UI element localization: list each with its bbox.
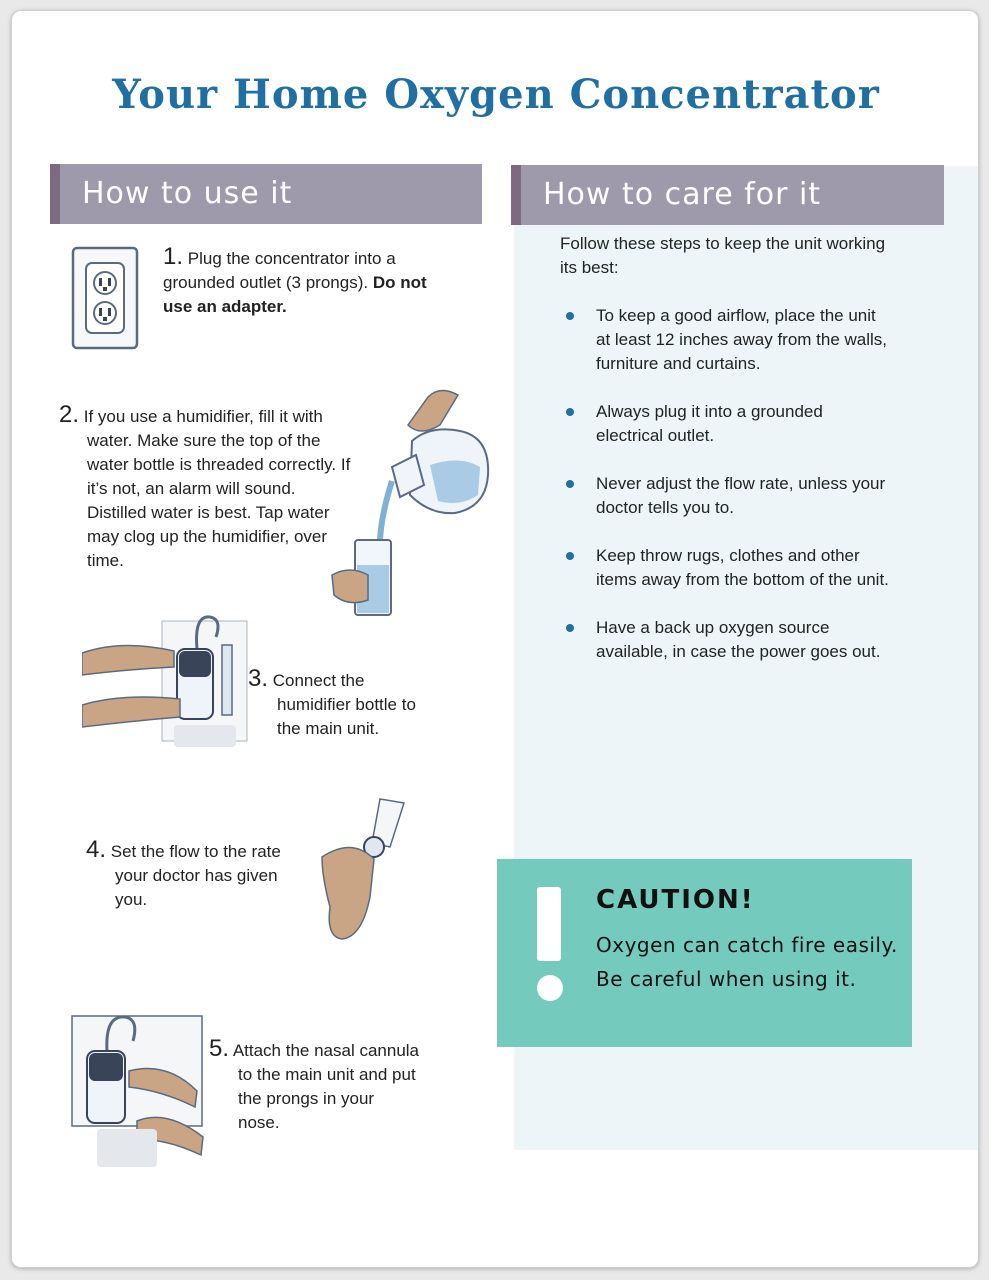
nasal-cannula-illustration	[67, 1011, 207, 1171]
care-item-text: Have a back up oxygen source available, in case the power goes out.	[596, 618, 881, 661]
bullet-icon	[566, 624, 574, 632]
step-2-number: 2.	[59, 401, 80, 428]
humidifier-connect-illustration	[82, 609, 252, 754]
care-item-text: Never adjust the flow rate, unless your doctor tells you to.	[596, 474, 886, 517]
step-5	[209, 1037, 419, 1135]
outlet-illustration	[70, 245, 140, 351]
care-section-header: How to care for it	[511, 165, 944, 225]
exclamation-icon	[537, 887, 561, 961]
use-section-header: How to use it	[50, 164, 482, 224]
flow-knob-illustration	[312, 797, 412, 942]
step-1-warning: Do not use an adapter.	[163, 273, 427, 316]
step-2	[59, 403, 359, 573]
bullet-icon	[566, 408, 574, 416]
list-item	[564, 400, 894, 448]
step-5-text: Attach the nasal cannula to the main unit and put the prongs in your nose.	[232, 1041, 419, 1132]
caution-title: CAUTION!	[596, 885, 755, 915]
step-4-text: Set the flow to the rate your doctor has given you.	[110, 842, 281, 909]
page	[11, 10, 979, 1268]
list-item	[564, 544, 894, 592]
bullet-icon	[566, 480, 574, 488]
step-2-text: If you use a humidifier, fill it with water. Make sure the top of the water bottle is threaded correctly. If it’s not, an alarm will sound. Distilled water is best. Tap water may clog up the humidifier, over time.	[83, 407, 351, 570]
list-item	[564, 616, 894, 664]
care-item-text: Always plug it into a grounded electrical outlet.	[596, 402, 823, 445]
step-5-number: 5.	[209, 1035, 230, 1062]
care-list	[564, 304, 894, 688]
care-item-text: Keep throw rugs, clothes and other items away from the bottom of the unit.	[596, 546, 889, 589]
step-1-text: Plug the concentrator into a grounded outlet (3 prongs).	[163, 249, 396, 292]
step-4	[86, 838, 286, 912]
exclamation-dot-icon	[537, 975, 563, 1001]
bullet-icon	[566, 312, 574, 320]
step-1	[163, 245, 453, 319]
pouring-water-illustration	[320, 385, 490, 620]
caution-line-1: Oxygen can catch fire easily.	[596, 933, 898, 957]
step-4-number: 4.	[86, 836, 107, 863]
list-item	[564, 472, 894, 520]
bullet-icon	[566, 552, 574, 560]
page-title: Your Home Oxygen Concentrator	[112, 71, 880, 118]
step-3	[248, 667, 438, 741]
step-3-text: Connect the humidifier bottle to the main unit.	[272, 671, 416, 738]
care-item-text: To keep a good airflow, place the unit at least 12 inches away from the walls, furniture and curtains.	[596, 306, 888, 373]
caution-line-2: Be careful when using it.	[596, 967, 857, 991]
list-item	[564, 304, 894, 376]
step-1-number: 1.	[163, 243, 184, 270]
care-intro: Follow these steps to keep the unit working its best:	[560, 234, 886, 277]
caution-box	[497, 859, 912, 1047]
step-3-number: 3.	[248, 665, 269, 692]
